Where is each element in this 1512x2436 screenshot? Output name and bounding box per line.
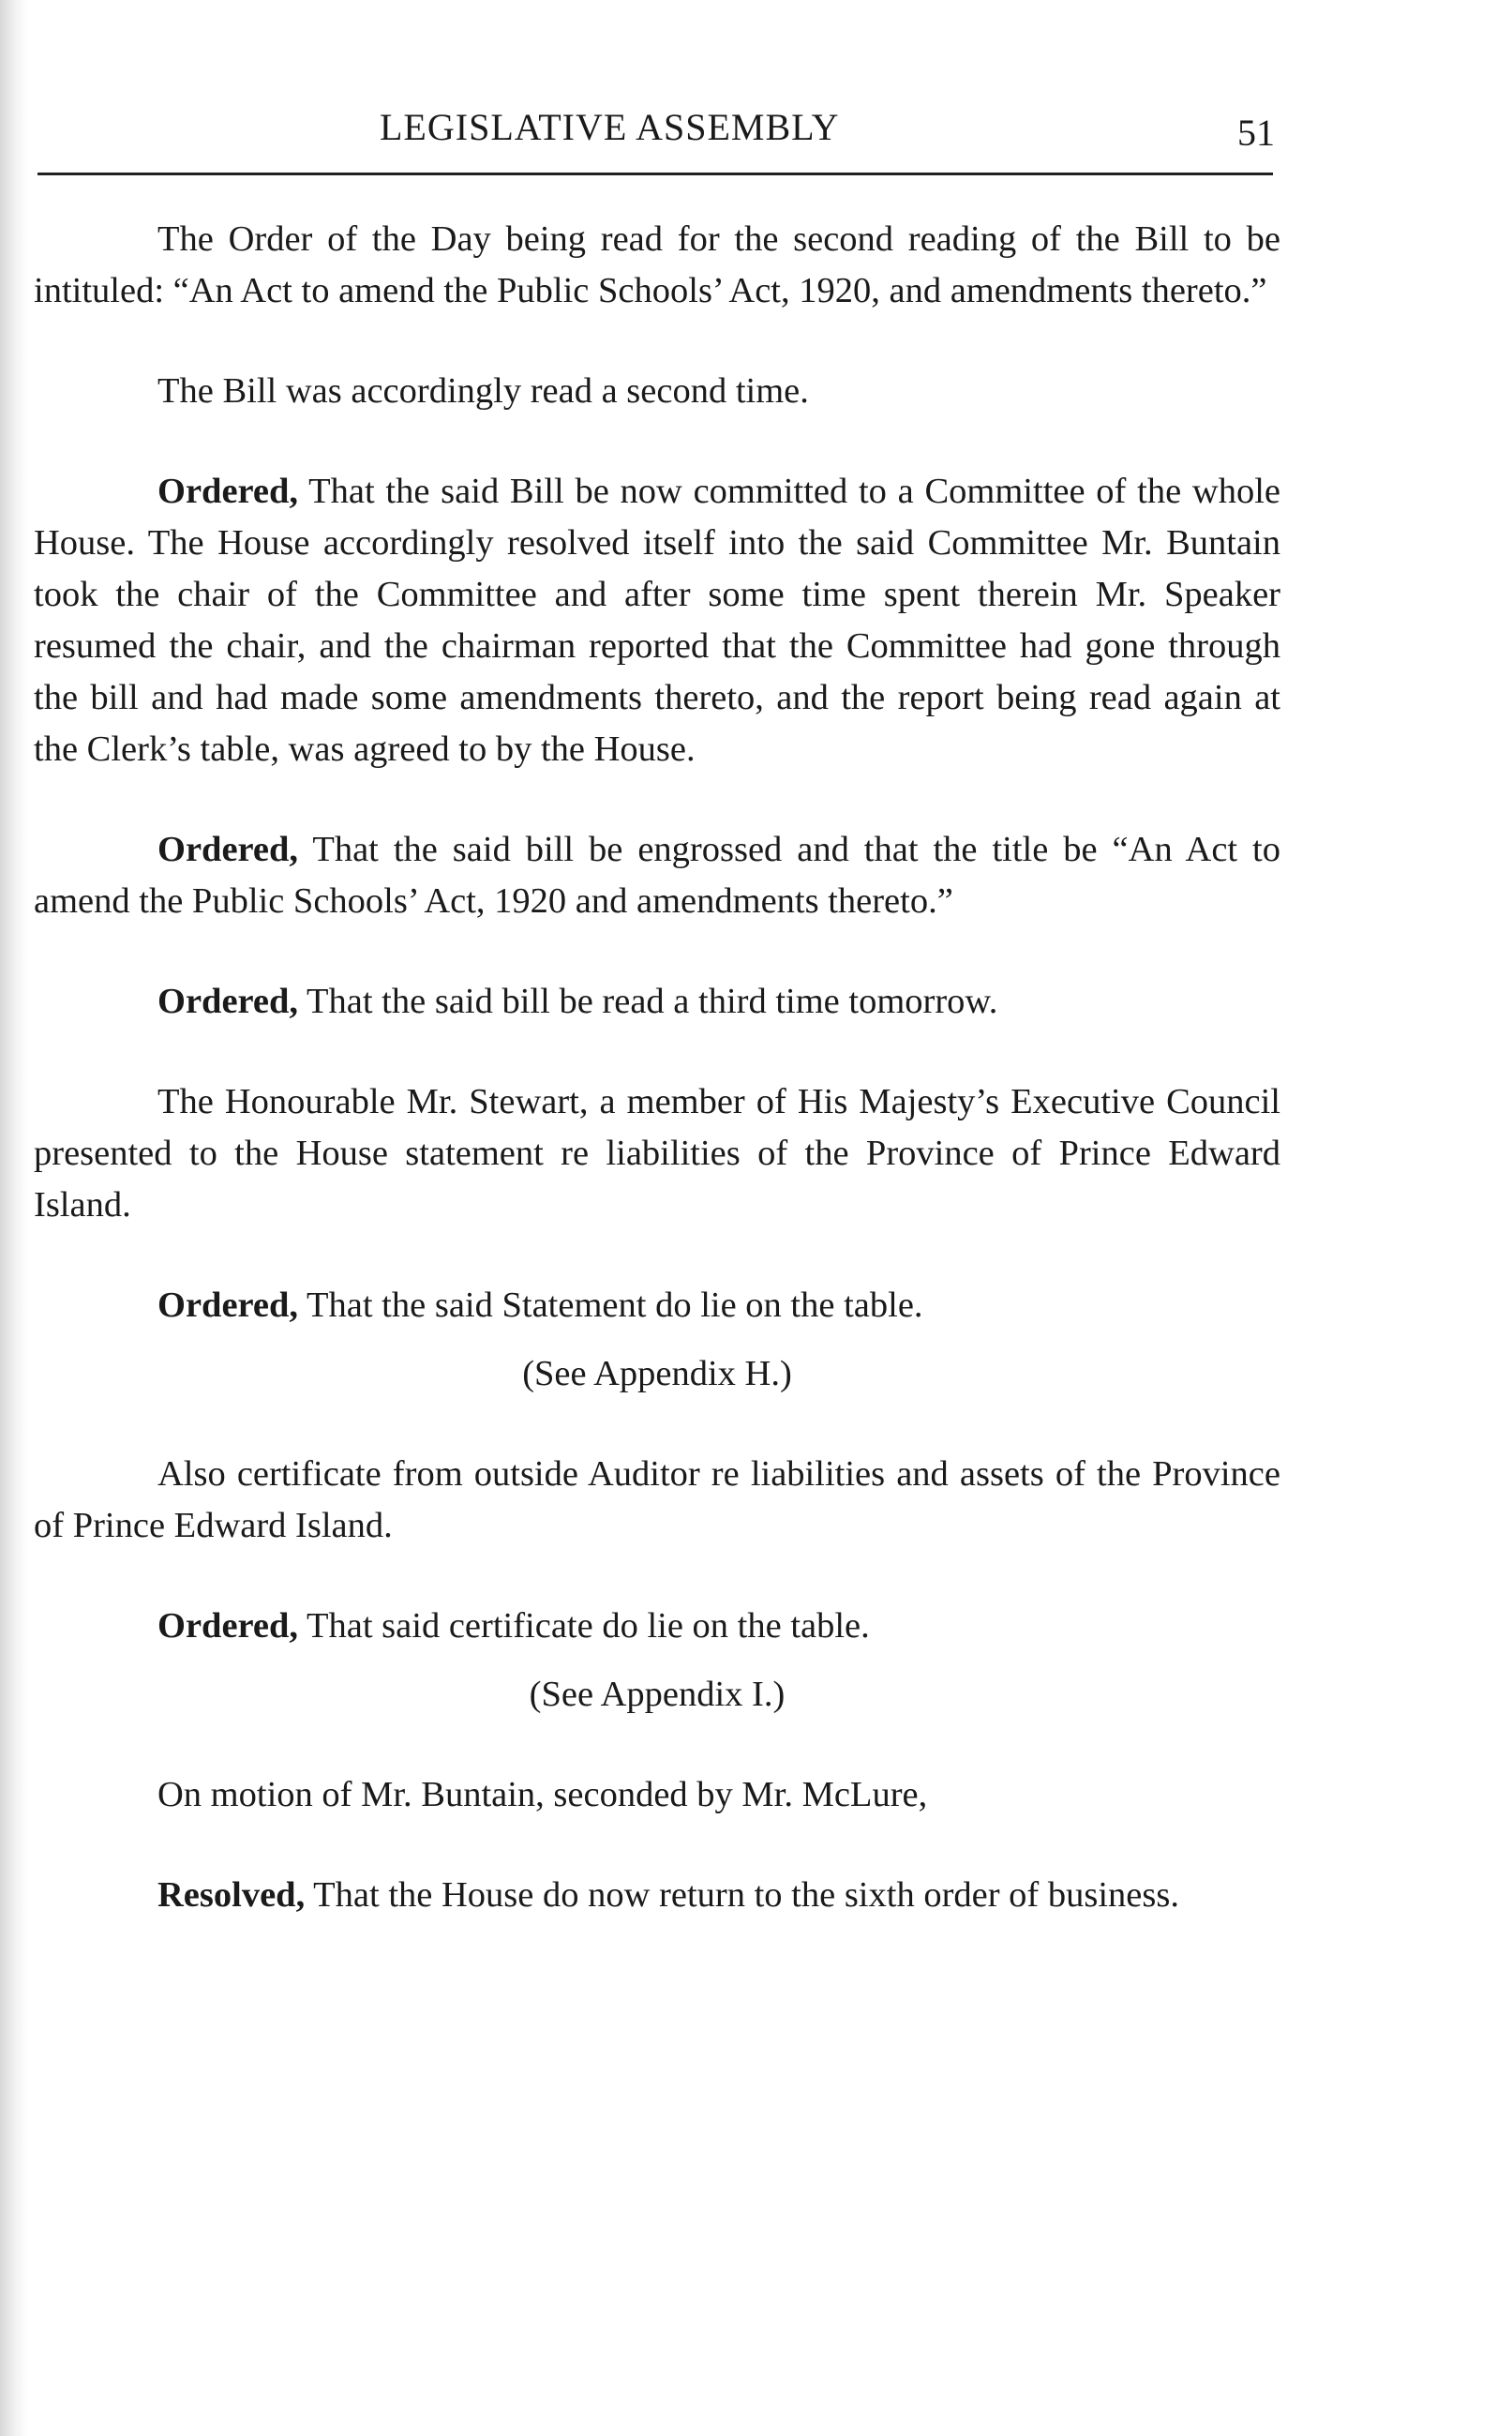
paragraph-lead: Ordered, xyxy=(157,1286,299,1325)
paragraph-committee xyxy=(34,466,1280,775)
page-number: 51 xyxy=(1237,112,1275,154)
paragraph-lead: Ordered, xyxy=(157,982,299,1021)
page-body xyxy=(34,214,1280,1970)
paragraph-text: That the said bill be engrossed and that the title be “An Act to amend the Public Schools’ Act, 1920 and amendments thereto.” xyxy=(34,830,1280,921)
paragraph-lead: Ordered, xyxy=(157,830,299,869)
paragraph-text: That the House do now return to the sixth order of business. xyxy=(313,1875,1179,1915)
paragraph-text: That the said Bill be now committed to a Committee of the whole House. The House accordingly resolved itself into the said Committee Mr. Buntain took the chair of the Committee and after some time spent therein Mr. Speaker resumed the chair, and the chairman reported that the Committee had gone through the bill and had made some amendments thereto, and the report being read again at the Clerk’s table, was agreed to by the House. xyxy=(34,472,1280,769)
paragraph-statement xyxy=(34,1076,1280,1231)
paragraph-certificate-table xyxy=(34,1601,1280,1652)
paragraph-text: On motion of Mr. Buntain, seconded by Mr. McLure, xyxy=(157,1775,928,1814)
running-title: LEGISLATIVE ASSEMBLY xyxy=(380,106,840,148)
paragraph-text: The Order of the Day being read for the second reading of the Bill to be intituled: “An Act to amend the Public Schools’ Act, 1920, and amendments thereto.” xyxy=(34,219,1280,310)
paragraph-third-reading xyxy=(34,976,1280,1028)
paragraph-lead: Resolved, xyxy=(157,1875,306,1915)
running-head xyxy=(37,105,1275,171)
appendix-i-reference: (See Appendix I.) xyxy=(529,1675,786,1714)
paragraph-statement-table xyxy=(34,1280,1280,1331)
paragraph-lead: Ordered, xyxy=(157,1606,299,1646)
paragraph-motion xyxy=(34,1769,1280,1821)
paragraph-text: That the said bill be read a third time tomorrow. xyxy=(307,982,998,1021)
paragraph-text: That said certificate do lie on the table. xyxy=(307,1606,870,1646)
paragraph-lead: Ordered, xyxy=(157,472,299,511)
paragraph-resolved xyxy=(34,1870,1280,1921)
paragraph-certificate xyxy=(34,1449,1280,1552)
paragraph-second-reading xyxy=(34,366,1280,417)
page-edge-shadow xyxy=(0,0,28,2436)
paragraph-text: The Honourable Mr. Stewart, a member of His Majesty’s Executive Council presented to the House statement re liabilities of the Province of Prince Edward Island. xyxy=(34,1082,1280,1225)
paragraph-order-of-day xyxy=(34,214,1280,317)
paragraph-text: That the said Statement do lie on the table. xyxy=(307,1286,923,1325)
header-rule xyxy=(37,173,1273,175)
paragraph-text: Also certificate from outside Auditor re liabilities and assets of the Province of Prince Edward Island. xyxy=(34,1454,1280,1545)
appendix-h-reference: (See Appendix H.) xyxy=(522,1354,792,1393)
paragraph-engrossed xyxy=(34,824,1280,927)
paragraph-text: The Bill was accordingly read a second time. xyxy=(157,371,809,411)
